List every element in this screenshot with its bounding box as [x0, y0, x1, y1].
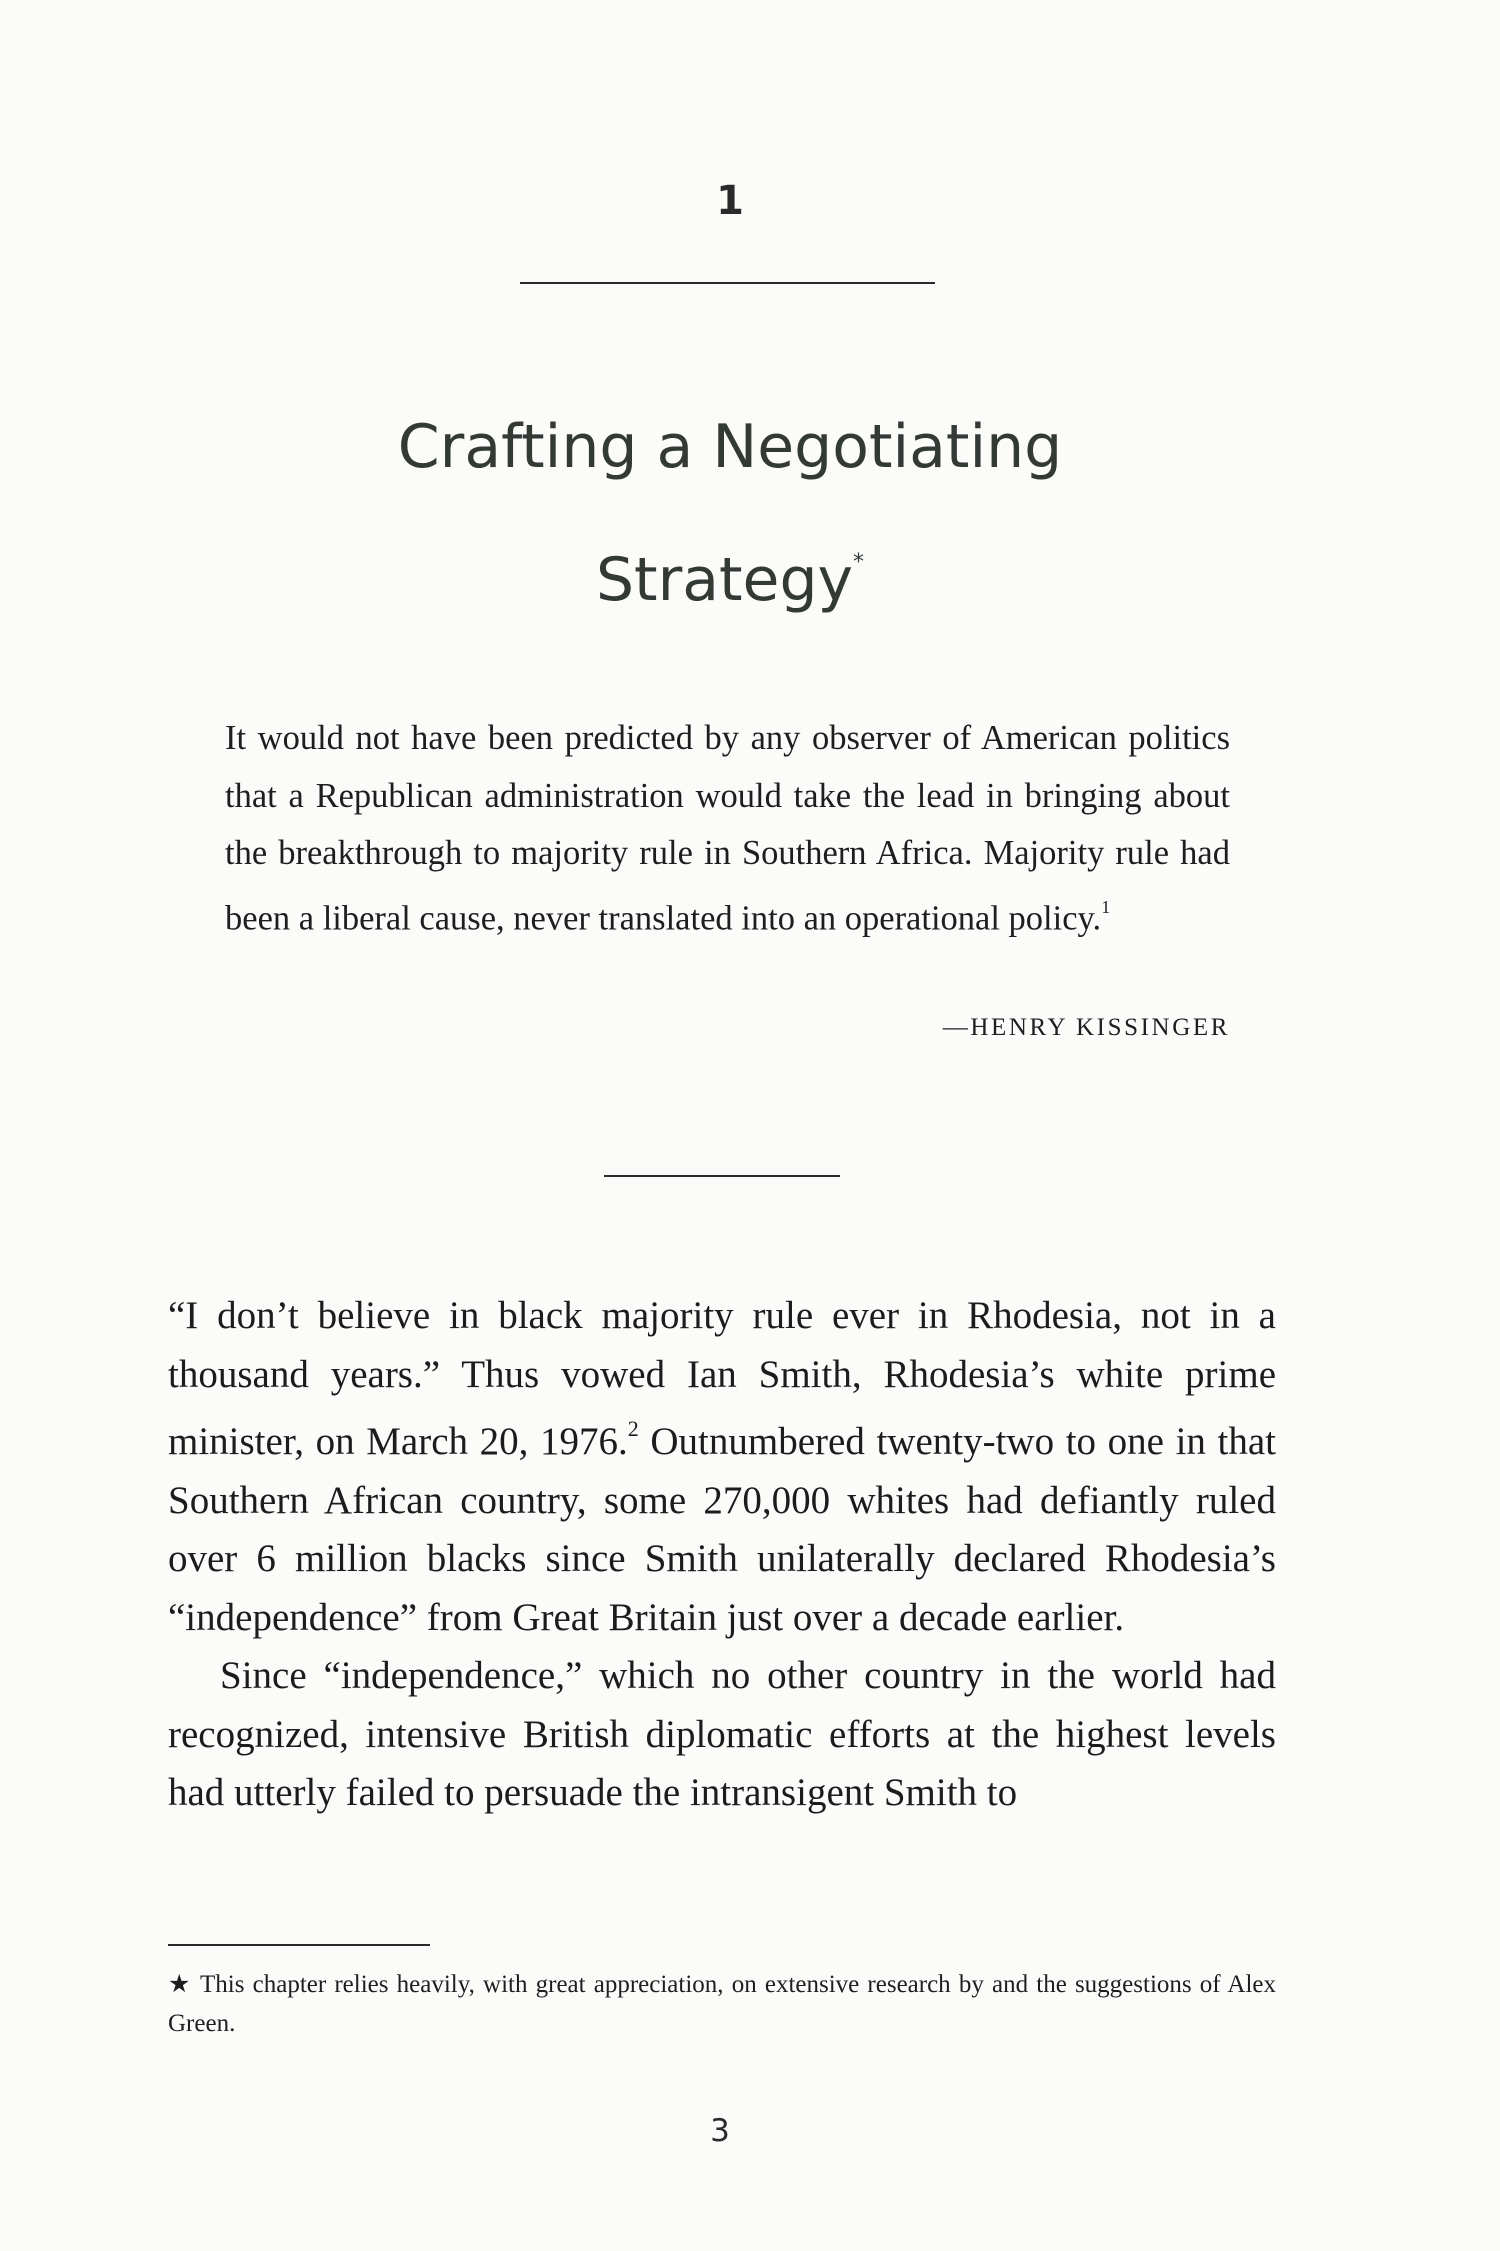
- paragraph-1-part-b: Outnumbered twenty-two to one in that Southern African country, some 270,000 whites had defiantly ruled over 6 million blacks since Smith unilaterally declared Rhodesia’s “independence” from Great Britain just over a decade earlier.: [168, 1420, 1276, 1639]
- chapter-title: [0, 385, 1460, 643]
- paragraph-1: [168, 1287, 1276, 1647]
- epigraph-note-ref: 1: [1101, 896, 1111, 917]
- section-divider: [604, 1175, 840, 1177]
- chapter-number: 1: [716, 178, 744, 224]
- epigraph-quote: [225, 710, 1230, 948]
- body-text: [168, 1287, 1276, 1823]
- paragraph-1-note-ref: 2: [627, 1416, 639, 1441]
- chapter-title-footnote-mark: *: [853, 550, 865, 575]
- chapter-title-line2: Strategy: [595, 545, 854, 615]
- paragraph-2: Since “independence,” which no other country in the world had recognized, intensive British diplomatic efforts at the highest levels had utterly failed to persuade the intransigent Smith to: [168, 1654, 1276, 1814]
- page-number: 3: [710, 2113, 730, 2149]
- paragraph-1-part-a: “I don’t believe in black majority rule ever in Rhodesia, not in a thousand years.” Thus vowed Ian Smith, Rhodesia’s white prime minister, on March 20, 1976.: [168, 1294, 1276, 1463]
- footnote-divider: [168, 1944, 430, 1946]
- chapter-title-line1: Crafting a Negotiating: [397, 412, 1063, 482]
- footnote: ★ This chapter relies heavily, with great appreciation, on extensive research by and the suggestions of Alex Green.: [168, 1971, 1276, 2037]
- chapter-divider: [520, 282, 935, 284]
- epigraph-attribution: —HENRY KISSINGER: [942, 1014, 1230, 1041]
- epigraph-text: It would not have been predicted by any observer of American politics that a Republican administration would take the lead in bringing about the breakthrough to majority rule in Southern Africa. Majority rule had been a liberal cause, never translated into an operational policy.: [225, 719, 1230, 937]
